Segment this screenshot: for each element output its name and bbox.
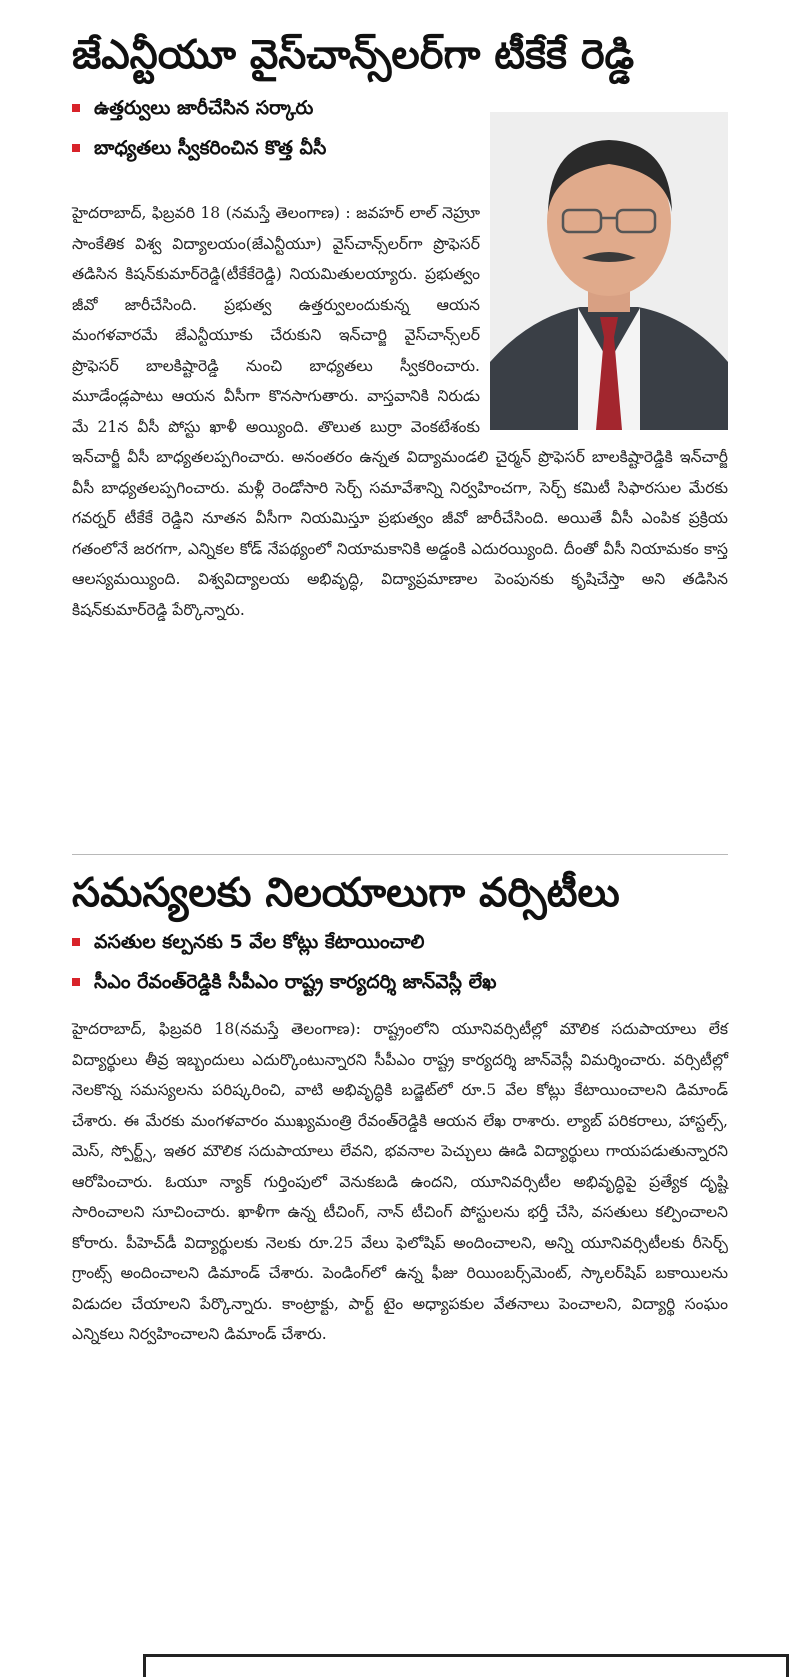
subhead-bullet [72, 968, 728, 996]
red-square-bullet-icon [72, 144, 80, 152]
article-vc-body [72, 198, 728, 625]
red-square-bullet-icon [72, 104, 80, 112]
red-square-bullet-icon [72, 938, 80, 946]
red-square-bullet-icon [72, 978, 80, 986]
subhead-text: బాధ్యతలు స్వీకరించిన కొత్త వీసీ [94, 137, 327, 159]
article-body-text: హైదరాబాద్, ఫిబ్రవరి 18 (నమస్తే తెలంగాణ) : జవహర్ లాల్ నెహ్రూ సాంకేతిక విశ్వ విద్యాలయం(జేఎన్టీయూ) వైస్‌చాన్స్‌లర్‌గా ప్రొఫెసర్ తడిసిన కిషన్‌కుమార్‌రెడ్డి(టీకేకేరెడ్డి) నియమితులయ్యారు. ప్రభుత్వం జీవో జారీచేసింది. ప్రభుత్వ ఉత్తర్వులందుకున్న ఆయన మంగళవారమే జేఎన్టీయూకు చేరుకుని ఇన్‌చార్జి వైస్‌చాన్స్‌లర్ ప్రొఫెసర్ బాలకిష్టారెడ్డి నుంచి బాధ్యతలు స్వీకరించారు. మూడేండ్లపాటు ఆయన వీసీగా కొనసాగుతారు. వాస్తవానికి నిరుడు మే 21న వీసీ పోస్టు ఖాళీ అయ్యింది. తొలుత బుర్రా వెంకటేశంకు ఇన్‌చార్జీ వీసీ బాధ్యతలప్పగించారు. అనంతరం ఉన్నత విద్యామండలి చైర్మన్ ప్రొఫెసర్ బాలకిష్టారెడ్డికి ఇన్‌చార్జీ వీసీ బాధ్యతలప్పగించారు. మళ్లీ రెండోసారి సెర్చ్ సమావేశాన్ని నిర్వహించగా, సెర్చ్ కమిటీ సిఫారసుల మేరకు గవర్నర్ టీకేకే రెడ్డిని నూతన వీసీగా నియమిస్తూ ప్రభుత్వం జీవో జారీచేసింది. అయితే వీసీ ఎంపిక ప్రక్రియ గతంలోనే జరగగా, ఎన్నికల కోడ్ నేపథ్యంలో నియామకానికి అడ్డంకి ఎదురయ్యింది. దీంతో వీసీ నియామకం కాస్త ఆలస్యమయ్యింది. విశ్వవిద్యాలయ అభివృద్ధి, విద్యాప్రమాణాల పెంపునకు కృషిచేస్తా అని తడిసిన కిషన్‌కుమార్‌రెడ్డి పేర్కొన్నారు. [72, 204, 728, 619]
headline-vc-appointment: జేఎన్టీయూ వైస్‌చాన్స్‌లర్‌గా టీకేకే రెడ్డి [72, 32, 635, 78]
article-body-text: హైదరాబాద్, ఫిబ్రవరి 18(నమస్తే తెలంగాణ): రాష్ట్రంలోని యూనివర్సిటీల్లో మౌలిక సదుపాయాలు లేక విద్యార్థులు తీవ్ర ఇబ్బందులు ఎదుర్కొంటున్నారని సీపీఎం రాష్ట్ర కార్యదర్శి జాన్‌వెస్లీ విమర్శించారు. వర్సిటీల్లో నెలకొన్న సమస్యలను పరిష్కరించి, వాటి అభివృద్ధికి బడ్జెట్‌లో రూ.5 వేల కోట్లు కేటాయించాలని డిమాండ్ చేశారు. ఈ మేరకు మంగళవారం ముఖ్యమంత్రి రేవంత్‌రెడ్డికి ఆయన లేఖ రాశారు. ల్యాబ్ పరికరాలు, హాస్టల్స్, మెస్, స్పోర్ట్స్, ఇతర మౌలిక సదుపాయాలు లేవని, భవనాల పెచ్చులు ఊడి విద్యార్థులు గాయపడుతున్నారని ఆరోపించారు. ఓయూ న్యాక్ గుర్తింపులో వెనుకబడి ఉందని, యూనివర్సిటీల అభివృద్ధిపై ప్రత్యేక దృష్టి సారించాలని సూచించారు. ఖాళీగా ఉన్న టీచింగ్, నాన్ టీచింగ్ పోస్టులను భర్తీ చేసి, వసతులు కల్పించాలని కోరారు. పీహెచ్‌డీ విద్యార్థులకు నెలకు రూ.25 వేలు ఫెలోషిప్ అందించాలని, అన్ని యూనివర్సిటీలకు రీసెర్చ్ గ్రాంట్స్ అందించాలని డిమాండ్ చేశారు. పెండింగ్‌లో ఉన్న ఫీజు రియింబర్స్‌మెంట్, స్కాలర్‌షిప్ బకాయిలను విడుదల చేయాలని పేర్కొన్నారు. కాంట్రాక్టు, పార్ట్ టైం అధ్యాపకుల వేతనాలు పెంచాలని, విద్యార్థి సంఘం ఎన్నికలు నిర్వహించాలని డిమాండ్ చేశారు. [72, 1020, 728, 1343]
subhead-text: వసతుల కల్పనకు 5 వేల కోట్లు కేటాయించాలి [94, 931, 425, 953]
section-divider [72, 854, 728, 855]
next-article-box [143, 1654, 789, 1677]
article-universities [72, 868, 728, 1350]
subhead-text: ఉత్తర్వులు జారీచేసిన సర్కారు [94, 97, 314, 119]
subhead-text: సీఎం రేవంత్‌రెడ్డికి సీపీఎం రాష్ట్ర కార్యదర్శి జాన్‌వెస్లీ లేఖ [94, 971, 497, 993]
headline-universities: సమస్యలకు నిలయాలుగా వర్సిటీలు [72, 870, 620, 916]
subhead-bullet [72, 928, 728, 956]
